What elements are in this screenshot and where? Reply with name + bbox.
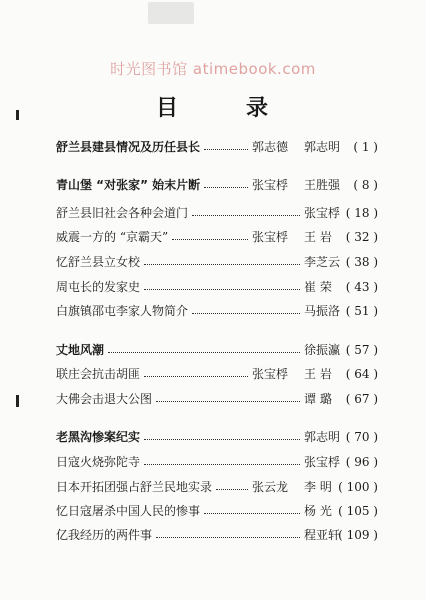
toc-entry-title: 舒兰县建县情况及历任县长 — [56, 140, 201, 154]
toc-entry — [56, 228, 378, 246]
toc-entry-author: 张宝桴 — [252, 230, 289, 244]
dot-leader — [108, 352, 300, 353]
dot-leader — [204, 513, 300, 514]
toc-entry — [56, 278, 378, 296]
dot-leader — [192, 215, 300, 216]
toc-entry-title: 丈地风潮 — [56, 343, 105, 357]
toc-entry-title: 忆日寇屠杀中国人民的惨事 — [56, 504, 201, 518]
toc-entry-author: 李 明 — [304, 480, 332, 494]
margin-mark — [16, 395, 19, 407]
toc-entry-page-number: ( 51 ) — [345, 304, 378, 318]
dot-leader — [156, 401, 300, 402]
toc-entry — [56, 253, 378, 271]
dot-leader — [144, 264, 300, 265]
dot-leader — [216, 489, 248, 490]
page-title — [0, 91, 426, 119]
toc-entry-author: 王胜强 — [304, 178, 341, 192]
toc-entry-author: 王 岩 — [304, 367, 332, 381]
toc-entry-author: 马振洛 — [304, 304, 341, 318]
toc-entry-author: 郭志德 — [252, 140, 289, 154]
toc-entry-page-number: ( 100 ) — [338, 480, 378, 494]
dot-leader — [204, 187, 248, 188]
toc-entry-title: 日本开拓团强占舒兰民地实录 — [56, 480, 213, 494]
watermark-text: 时光图书馆 atimebook.com — [110, 60, 316, 78]
toc-entry-title: 周屯长的发家史 — [56, 280, 141, 294]
toc-entry-author: 张云龙 — [252, 480, 289, 494]
dot-leader — [172, 239, 248, 240]
title-char-1: 目 — [156, 95, 181, 121]
title-char-2: 录 — [246, 95, 271, 121]
toc-entry — [56, 365, 378, 383]
toc-entry-title: 联庄会抗击胡匪 — [56, 367, 141, 381]
toc-entry-title: 日寇火烧弥陀寺 — [56, 455, 141, 469]
dot-leader — [204, 149, 248, 150]
toc-entry — [56, 428, 378, 446]
toc-entry-author: 张宝桴 — [304, 455, 341, 469]
toc-entry-page-number: ( 64 ) — [345, 367, 378, 381]
toc-entry-page-number: ( 1 ) — [353, 140, 378, 154]
toc-entry-title: 忆舒兰县立女校 — [56, 255, 141, 269]
toc-entry — [56, 341, 378, 359]
toc-entry — [56, 138, 378, 156]
toc-entry-page-number: ( 18 ) — [345, 206, 378, 220]
toc-entry-author: 徐振瀛 — [304, 343, 341, 357]
toc-entry-title: 亿我经历的两件事 — [56, 528, 153, 542]
toc-entry-title: 青山堡 “对张家” 始末片断 — [56, 178, 201, 192]
dot-leader — [192, 313, 300, 314]
toc-entry — [56, 453, 378, 471]
toc-entry-page-number: ( 32 ) — [345, 230, 378, 244]
toc-entry-author: 程亚轩 — [304, 528, 341, 542]
toc-entry-page-number: ( 8 ) — [353, 178, 378, 192]
toc-entry — [56, 502, 378, 520]
toc-entry-page-number: ( 70 ) — [345, 430, 378, 444]
dot-leader — [144, 376, 248, 377]
toc-entry-page-number: ( 67 ) — [345, 392, 378, 406]
toc-entry-author: 张宝桴 — [252, 367, 289, 381]
toc-entry-author: 郭志明 — [304, 430, 341, 444]
toc-entry-title: 老黑沟惨案纪实 — [56, 430, 141, 444]
toc-entry — [56, 176, 378, 194]
toc-entry-title: 威震一方的 “京霸天” — [56, 230, 169, 244]
dot-leader — [156, 537, 300, 538]
toc-entry-page-number: ( 38 ) — [345, 255, 378, 269]
toc-entry-author: 李芝云 — [304, 255, 341, 269]
toc-entry-title: 白旗镇邵屯李家人物简介 — [56, 304, 189, 318]
toc-entry — [56, 390, 378, 408]
toc-entry-author: 王 岩 — [304, 230, 332, 244]
toc-entry — [56, 526, 378, 544]
toc-entry-page-number: ( 43 ) — [345, 280, 378, 294]
toc-entry-title: 大佛会击退大公图 — [56, 392, 153, 406]
toc-entry-author: 张宝桴 — [252, 178, 289, 192]
toc-entry — [56, 204, 378, 222]
toc-entry-page-number: ( 109 ) — [338, 528, 378, 542]
toc-entry-author: 谭 璐 — [304, 392, 332, 406]
toc-entry-title: 舒兰县旧社会各种会道门 — [56, 206, 189, 220]
toc-entry-page-number: ( 96 ) — [345, 455, 378, 469]
toc-entry-author: 杨 光 — [304, 504, 332, 518]
toc-entry-author: 崔 荣 — [304, 280, 332, 294]
toc-entry — [56, 302, 378, 320]
toc-entry-author: 郭志明 — [304, 140, 341, 154]
dot-leader — [144, 439, 300, 440]
toc-entry-page-number: ( 105 ) — [338, 504, 378, 518]
toc-entry — [56, 478, 378, 496]
dot-leader — [144, 464, 300, 465]
toc-entry-page-number: ( 57 ) — [345, 343, 378, 357]
scan-smudge — [148, 2, 194, 24]
dot-leader — [144, 289, 300, 290]
toc-entry-author: 张宝桴 — [304, 206, 341, 220]
